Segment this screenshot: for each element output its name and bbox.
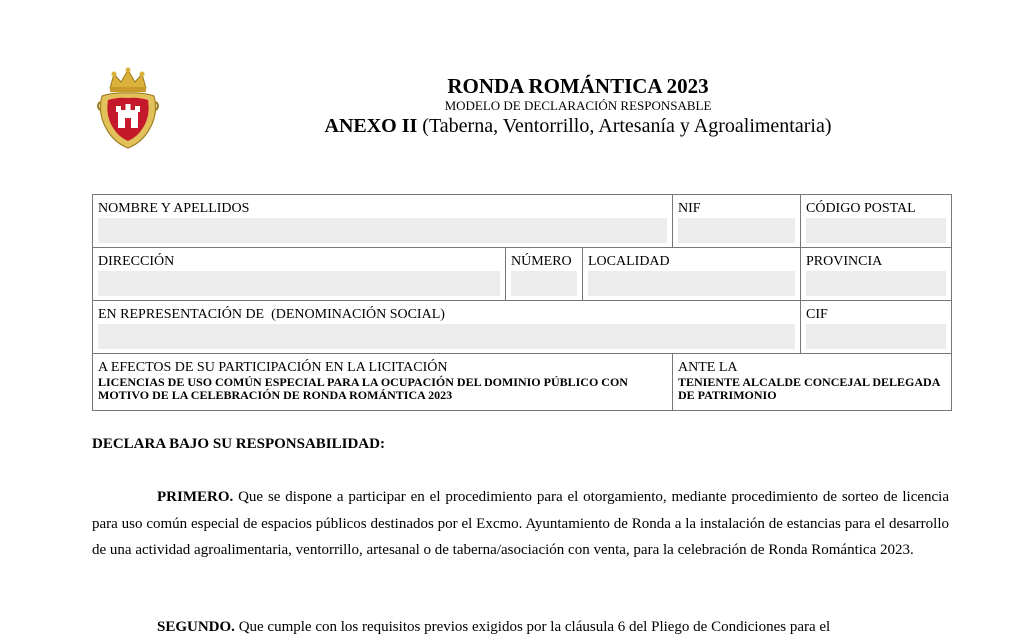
nif-cell (673, 195, 801, 248)
primero-heading: PRIMERO. (157, 489, 234, 505)
segundo-paragraph (92, 614, 949, 641)
nombre-label: NOMBRE Y APELLIDOS (98, 201, 250, 216)
nif-label: NIF (678, 201, 701, 216)
localidad-cell (583, 248, 801, 301)
primero-text: Que se dispone a participar en el procedimiento para el otorgamiento, mediante procedimiento de sorteo de licencia para uso común especial de espacios públicos destinados por el Excmo. Ayuntamiento de Ronda a la instalación de estancias para el desarrollo de una actividad agroalimentaria, ventorrillo, artesanal o de taberna/asociación con venta, para la celebración de Ronda Romántica 2023. (92, 489, 949, 558)
nombre-cell (93, 195, 673, 248)
representacion-label: EN REPRESENTACIÓN DE (DENOMINACIÓN SOCIAL) (98, 307, 445, 322)
cif-field[interactable] (806, 324, 946, 349)
document-subtitle: MODELO DE DECLARACIÓN RESPONSABLE (444, 98, 712, 113)
ante-cell (673, 354, 952, 411)
codigo-postal-label: CÓDIGO POSTAL (806, 201, 916, 216)
localidad-label: LOCALIDAD (588, 254, 670, 269)
provincia-cell (801, 248, 952, 301)
representacion-cell (93, 301, 801, 354)
declaration-heading: DECLARA BAJO SU RESPONSABILIDAD: (92, 436, 385, 452)
ante-text: TENIENTE ALCALDE CONCEJAL DELEGADA DE PATRIMONIO (678, 375, 940, 402)
annex-label: ANEXO II (324, 115, 418, 137)
primero-paragraph (92, 484, 949, 564)
applicant-form (92, 194, 952, 411)
ronda-coat-of-arms-icon (96, 66, 160, 150)
localidad-field[interactable] (588, 271, 795, 296)
annex-description: (Taberna, Ventorrillo, Artesanía y Agroalimentaria) (417, 115, 832, 137)
numero-cell (506, 248, 583, 301)
annex-heading (240, 113, 916, 139)
codigo-postal-cell (801, 195, 952, 248)
nif-field[interactable] (678, 218, 795, 243)
licitacion-cell (93, 354, 673, 411)
nombre-field[interactable] (98, 218, 667, 243)
codigo-postal-field[interactable] (806, 218, 946, 243)
document-header (240, 74, 916, 139)
cif-label: CIF (806, 307, 828, 322)
ante-label: ANTE LA (678, 360, 738, 375)
direccion-field[interactable] (98, 271, 500, 296)
numero-field[interactable] (511, 271, 577, 296)
cif-cell (801, 301, 952, 354)
document-title: RONDA ROMÁNTICA 2023 (447, 74, 709, 98)
licitacion-text: LICENCIAS DE USO COMÚN ESPECIAL PARA LA OCUPACIÓN DEL DOMINIO PÚBLICO CON MOTIVO DE LA CELEBRACIÓN DE RONDA ROMÁNTICA 2023 (98, 375, 628, 402)
segundo-heading: SEGUNDO. (157, 619, 235, 635)
segundo-text: Que cumple con los requisitos previos exigidos por la cláusula 6 del Pliego de Condiciones para el (234, 619, 831, 635)
numero-label: NÚMERO (511, 254, 572, 269)
provincia-field[interactable] (806, 271, 946, 296)
direccion-cell (93, 248, 506, 301)
representacion-field[interactable] (98, 324, 795, 349)
provincia-label: PROVINCIA (806, 254, 883, 269)
direccion-label: DIRECCIÓN (98, 254, 175, 269)
licitacion-label: A EFECTOS DE SU PARTICIPACIÓN EN LA LICITACIÓN (98, 360, 448, 375)
